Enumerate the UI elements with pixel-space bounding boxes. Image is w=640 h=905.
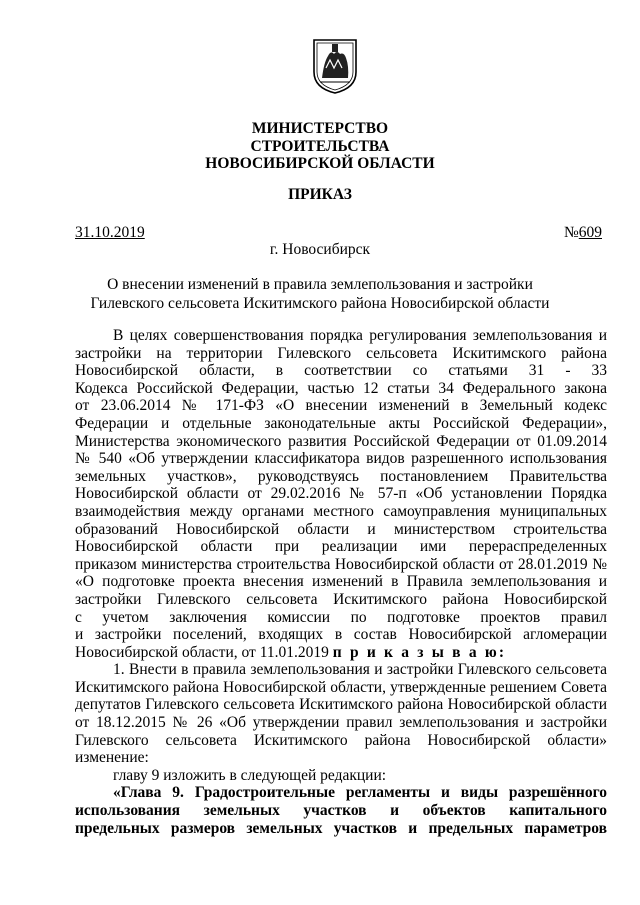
body-line: Новосибирской области при реализации ими перераспределенных <box>75 538 607 556</box>
order-line-text: Новосибирской области, от 11.01.2019 <box>75 643 329 661</box>
body-line: застройки Гилевского сельсовета Искитимского района Новосибирской <box>75 590 607 608</box>
subject-line: О внесении изменений в правила землепользования и застройки <box>107 276 533 293</box>
body-line: В целях совершенствования порядка регулирования землепользования и <box>113 327 607 344</box>
order-line <box>75 644 607 662</box>
body-line: Федерации и отдельные законодательные акты Российской Федерации», <box>75 414 607 432</box>
body-line: взаимодействия между органами местного самоуправления муниципальных <box>75 502 607 520</box>
item-line: 1. Внести в правила землепользования и застройки Гилевского сельсовета <box>113 661 607 679</box>
order-body <box>75 327 607 837</box>
number-value: 609 <box>578 224 602 241</box>
order-directive: п р и к а з ы в а ю: <box>332 643 507 661</box>
chapter-line: использования земельных участков и объектов капитального <box>75 802 607 820</box>
body-line: приказом министерства строительства Новосибирской области от 28.01.2019 № <box>75 555 607 573</box>
ministry-line: МИНИСТЕРСТВО <box>251 120 389 137</box>
subject-line: Гилевского сельсовета Искитимского района Новосибирской области <box>90 294 550 312</box>
body-line: Кодекса Российской Федерации, частью 12 статьи 34 Федерального закона <box>75 379 607 397</box>
doc-type-title: ПРИКАЗ <box>288 186 352 203</box>
order-subject <box>0 276 640 313</box>
chapter-line: предельных размеров земельных участков и предельных параметров <box>75 819 607 837</box>
body-line: Новосибирской области, в соответствии со статьями 31 - 33 <box>75 362 607 380</box>
body-line: земельных участков», руководствуясь постановлением Правительства <box>75 467 607 485</box>
item-line: Гилевского сельсовета Искитимского района Новосибирской области» <box>75 731 607 749</box>
city: г. Новосибирск <box>269 241 371 258</box>
order-date: 31.10.2019 <box>75 224 145 241</box>
body-line: и застройки поселений, входящих в состав Новосибирской агломерации <box>75 626 607 644</box>
item-line: Искитимского района Новосибирской области, утвержденные решением Совета <box>75 678 607 696</box>
body-line: Новосибирской области от 29.02.2016 № 57-п «Об установлении Порядка <box>75 485 607 503</box>
body-line: застройки на территории Гилевского сельсовета Искитимского района <box>75 344 607 362</box>
body-line: образований Новосибирской области и министерством строительства <box>75 520 607 538</box>
item-line: изменение: <box>75 749 149 767</box>
item-line: от 18.12.2015 № 26 «Об утверждении правил землепользования и застройки <box>75 714 607 732</box>
item-line: главу 9 изложить в следующей редакции: <box>113 766 387 784</box>
body-line: от 23.06.2014 № 171-ФЗ «О внесении изменений в Земельный кодекс <box>75 397 607 415</box>
ministry-name <box>0 120 640 173</box>
ministry-line: НОВОСИБИРСКОЙ ОБЛАСТИ <box>205 155 435 172</box>
body-line: «О подготовке проекта внесения изменений в Правила землепользования и <box>75 573 607 591</box>
ministry-line: СТРОИТЕЛЬСТВА <box>250 137 390 155</box>
chapter-line: «Глава 9. Градостроительные регламенты и виды разрешённого <box>113 784 607 802</box>
number-prefix: № <box>563 224 579 241</box>
body-line: Министерства экономического развития Российской Федерации от 01.09.2014 <box>75 432 607 450</box>
novosibirsk-region-coat-of-arms-icon <box>312 38 358 94</box>
body-line: с учетом заключения комиссии по подготовке проектов правил <box>75 608 607 626</box>
item-line: депутатов Гилевского сельсовета Искитимского района Новосибирской области <box>75 696 607 714</box>
body-line: № 540 «Об утверждении классификатора видов разрешенного использования <box>75 450 607 468</box>
order-number <box>564 224 602 242</box>
